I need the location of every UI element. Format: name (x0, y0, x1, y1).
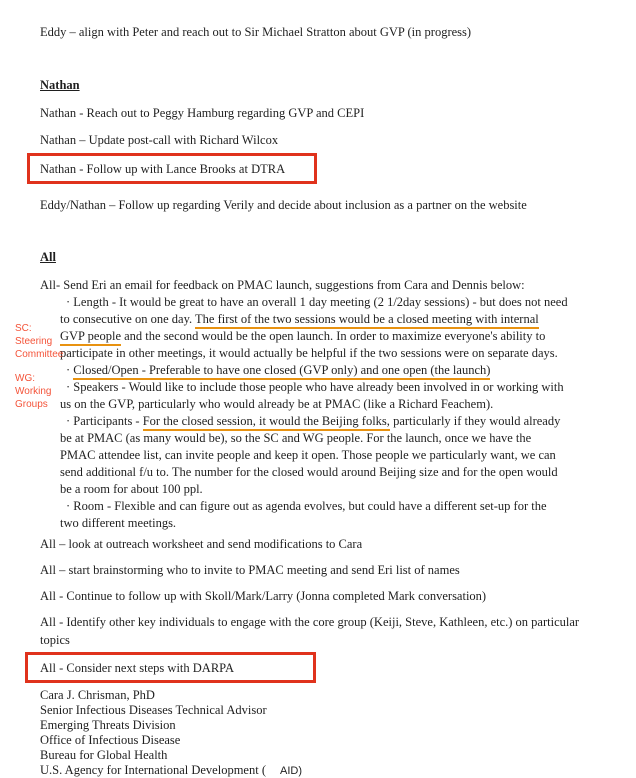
signature-division: Emerging Threats Division (40, 718, 176, 732)
bullet-participants-line4: send additional f/u to. The number for the closed would around Beijing size and for the open would (60, 465, 558, 479)
participants-line1-tail: particularly if they would already (389, 414, 561, 428)
margin-note-sc-steering-committee (15, 322, 63, 361)
participants-line1-plain: · Participants - (66, 414, 143, 428)
closed-open-bullet-dot: · (66, 363, 74, 377)
underline-closed-open-phrase: Closed/Open - Preferable to have one closed (GVP only) and one open (the launch) (73, 363, 490, 380)
action-item-identify-individuals-line1: All - Identify other key individuals to engage with the core group (Keiji, Steve, Kathleen, etc.) on particular (40, 615, 580, 629)
margin-note-sc-line2: Steering (15, 336, 53, 347)
signature-office: Office of Infectious Disease (40, 733, 181, 747)
signature-agency-prefix: U.S. Agency for International Development ( (40, 763, 266, 777)
action-item-eddy: Eddy – align with Peter and reach out to Sir Michael Stratton about GVP (in progress) (40, 25, 472, 39)
bullet-room-line2: two different meetings. (60, 516, 177, 530)
margin-note-wg-working-groups (15, 372, 52, 411)
bullet-participants-line1 (60, 413, 636, 430)
bullet-participants-line3: PMAC attendee list, can invite people and keep it open. Those people we particularly want, we can (60, 448, 556, 462)
bullet-closed-open (60, 362, 636, 379)
underline-beijing-folks-phrase: For the closed session, it would the Beijing folks, (143, 414, 390, 431)
underline-closed-meeting-phrase: The first of the two sessions would be a closed meeting with internal (195, 312, 539, 329)
action-item-peggy-hamburg: Nathan - Reach out to Peggy Hamburg regarding GVP and CEPI (40, 106, 365, 120)
length-line3-plain: and the second would be the open launch. In order to maximize everyone's ability to (121, 329, 546, 343)
bullet-speakers-line1: · Speakers - Would like to include those people who have already been involved in or working with (66, 380, 564, 394)
signature-bureau: Bureau for Global Health (40, 748, 168, 762)
action-item-verily: Eddy/Nathan – Follow up regarding Verily and decide about inclusion as a partner on the website (40, 198, 527, 212)
bullet-participants-line5: be a room for about 100 ppl. (60, 482, 203, 496)
length-line2-plain: to consecutive on one day. (60, 312, 196, 326)
highlight-box-darpa (25, 652, 316, 683)
bullet-length-line1: · Length - It would be great to have an overall 1 day meeting (2 1/2day sessions) - but does not need (66, 295, 568, 309)
action-item-lance-brooks-dtra: Nathan - Follow up with Lance Brooks at DTRA (40, 162, 286, 176)
margin-note-sc-line1: SC: (15, 323, 32, 334)
margin-note-sc-line3: Committee (15, 349, 64, 360)
bullet-length-line3 (60, 328, 636, 345)
margin-note-wg-line2: Working (15, 386, 52, 397)
action-item-brainstorm-invites: All – start brainstorming who to invite to PMAC meeting and send Eri list of names (40, 563, 460, 577)
section-heading-all: All (40, 250, 56, 264)
action-item-darpa: All - Consider next steps with DARPA (40, 661, 234, 675)
bullet-length-line2 (60, 311, 636, 328)
underline-gvp-people-phrase: GVP people (60, 329, 121, 346)
action-item-skoll-mark-larry: All - Continue to follow up with Skoll/Mark/Larry (Jonna completed Mark conversation) (40, 589, 487, 603)
highlight-box-dtra (27, 153, 317, 184)
bullet-room-line1: · Room - Flexible and can figure out as agenda evolves, but could have a different set-up for the (66, 499, 547, 513)
signature-title: Senior Infectious Diseases Technical Advisor (40, 703, 267, 717)
pmac-suggestions-list (60, 294, 636, 532)
margin-note-wg-line3: Groups (15, 399, 48, 410)
action-item-richard-wilcox: Nathan – Update post-call with Richard Wilcox (40, 133, 279, 147)
signature-block (40, 688, 636, 778)
signature-agency-redacted-suffix: AID) (279, 765, 302, 777)
bullet-length-line4: participate in other meetings, it would actually be helpful if the two sessions were on separate days. (60, 346, 558, 360)
bullet-speakers-line2: us on the GVP, particularly who would already be at PMAC (like a Richard Feachem). (60, 397, 494, 411)
action-item-pmac-feedback: All- Send Eri an email for feedback on PMAC launch, suggestions from Cara and Dennis below: (40, 278, 525, 292)
signature-agency (40, 763, 636, 778)
margin-note-wg-line1: WG: (15, 373, 35, 384)
action-item-outreach-worksheet: All – look at outreach worksheet and send modifications to Cara (40, 537, 363, 551)
bullet-participants-line2: be at PMAC (as many would be), so the SC and WG people. For the launch, once we have the (60, 431, 532, 445)
signature-name: Cara J. Chrisman, PhD (40, 688, 155, 702)
action-item-identify-individuals-line2: topics (40, 633, 70, 647)
section-heading-nathan: Nathan (40, 78, 80, 92)
